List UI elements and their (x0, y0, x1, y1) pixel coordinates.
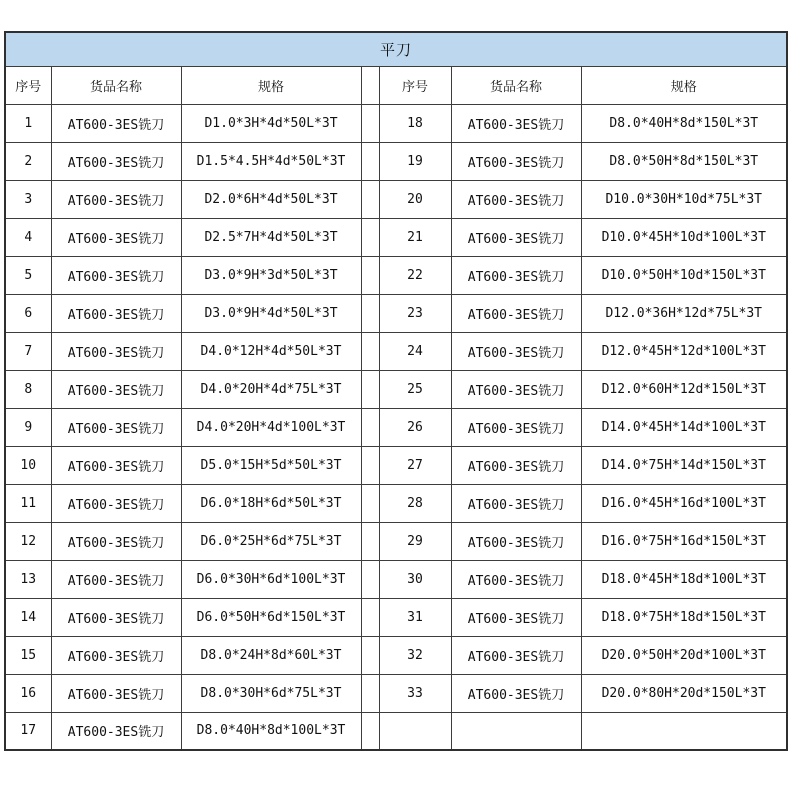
spec-left: D6.0*18H*6d*50L*3T (181, 484, 361, 522)
row-number-left: 1 (5, 104, 51, 142)
row-number-left: 13 (5, 560, 51, 598)
product-name-right: AT600-3ES铣刀 (451, 522, 581, 560)
table-row (5, 294, 787, 332)
product-name-left: AT600-3ES铣刀 (51, 712, 181, 750)
table-row (5, 446, 787, 484)
header-no-right: 序号 (379, 66, 451, 104)
row-number-right (379, 712, 451, 750)
spec-right: D12.0*45H*12d*100L*3T (581, 332, 787, 370)
product-name-left: AT600-3ES铣刀 (51, 256, 181, 294)
flat-end-mill-table (4, 31, 788, 751)
row-number-left: 2 (5, 142, 51, 180)
row-number-left: 10 (5, 446, 51, 484)
header-spec-left: 规格 (181, 66, 361, 104)
product-name-left: AT600-3ES铣刀 (51, 560, 181, 598)
spec-right: D18.0*75H*18d*150L*3T (581, 598, 787, 636)
gap-cell (361, 370, 379, 408)
product-name-right: AT600-3ES铣刀 (451, 484, 581, 522)
row-number-left: 3 (5, 180, 51, 218)
spec-right: D16.0*75H*16d*150L*3T (581, 522, 787, 560)
gap-cell (361, 712, 379, 750)
gap-cell (361, 104, 379, 142)
product-name-left: AT600-3ES铣刀 (51, 218, 181, 256)
gap-cell (361, 560, 379, 598)
row-number-left: 12 (5, 522, 51, 560)
product-name-right: AT600-3ES铣刀 (451, 446, 581, 484)
row-number-left: 14 (5, 598, 51, 636)
product-name-left: AT600-3ES铣刀 (51, 674, 181, 712)
product-name-left: AT600-3ES铣刀 (51, 446, 181, 484)
spec-left: D6.0*30H*6d*100L*3T (181, 560, 361, 598)
table-row (5, 332, 787, 370)
row-number-left: 11 (5, 484, 51, 522)
row-number-right: 31 (379, 598, 451, 636)
spec-left: D8.0*30H*6d*75L*3T (181, 674, 361, 712)
row-number-right: 29 (379, 522, 451, 560)
product-name-right: AT600-3ES铣刀 (451, 370, 581, 408)
product-name-right: AT600-3ES铣刀 (451, 560, 581, 598)
spec-right: D18.0*45H*18d*100L*3T (581, 560, 787, 598)
product-name-left: AT600-3ES铣刀 (51, 104, 181, 142)
spec-right: D10.0*45H*10d*100L*3T (581, 218, 787, 256)
product-name-left: AT600-3ES铣刀 (51, 636, 181, 674)
product-name-right: AT600-3ES铣刀 (451, 674, 581, 712)
row-number-right: 33 (379, 674, 451, 712)
row-number-left: 9 (5, 408, 51, 446)
table-row (5, 408, 787, 446)
table-row (5, 370, 787, 408)
spec-right: D14.0*45H*14d*100L*3T (581, 408, 787, 446)
table-row (5, 712, 787, 750)
spec-left: D1.0*3H*4d*50L*3T (181, 104, 361, 142)
spec-left: D4.0*20H*4d*100L*3T (181, 408, 361, 446)
row-number-left: 8 (5, 370, 51, 408)
table-row (5, 674, 787, 712)
gap-cell (361, 332, 379, 370)
row-number-right: 26 (379, 408, 451, 446)
spec-left: D8.0*40H*8d*100L*3T (181, 712, 361, 750)
table-row (5, 522, 787, 560)
table-row (5, 484, 787, 522)
spec-left: D4.0*12H*4d*50L*3T (181, 332, 361, 370)
table-row (5, 142, 787, 180)
header-name-left: 货品名称 (51, 66, 181, 104)
product-name-left: AT600-3ES铣刀 (51, 142, 181, 180)
product-name-right: AT600-3ES铣刀 (451, 408, 581, 446)
spec-left: D1.5*4.5H*4d*50L*3T (181, 142, 361, 180)
spec-right: D14.0*75H*14d*150L*3T (581, 446, 787, 484)
gap-cell (361, 180, 379, 218)
table-row (5, 598, 787, 636)
product-name-left: AT600-3ES铣刀 (51, 522, 181, 560)
row-number-left: 5 (5, 256, 51, 294)
row-number-right: 27 (379, 446, 451, 484)
table-row (5, 218, 787, 256)
product-name-right (451, 712, 581, 750)
table-title: 平刀 (5, 32, 787, 66)
product-name-right: AT600-3ES铣刀 (451, 142, 581, 180)
row-number-right: 21 (379, 218, 451, 256)
table-row (5, 560, 787, 598)
spec-left: D4.0*20H*4d*75L*3T (181, 370, 361, 408)
product-name-right: AT600-3ES铣刀 (451, 256, 581, 294)
row-number-right: 22 (379, 256, 451, 294)
product-name-left: AT600-3ES铣刀 (51, 408, 181, 446)
table-header-row (5, 66, 787, 104)
spec-left: D3.0*9H*3d*50L*3T (181, 256, 361, 294)
spec-right: D8.0*40H*8d*150L*3T (581, 104, 787, 142)
spec-left: D8.0*24H*8d*60L*3T (181, 636, 361, 674)
row-number-left: 7 (5, 332, 51, 370)
spec-right: D8.0*50H*8d*150L*3T (581, 142, 787, 180)
row-number-right: 32 (379, 636, 451, 674)
gap-cell (361, 522, 379, 560)
spec-right: D20.0*50H*20d*100L*3T (581, 636, 787, 674)
product-name-right: AT600-3ES铣刀 (451, 104, 581, 142)
row-number-left: 16 (5, 674, 51, 712)
product-name-left: AT600-3ES铣刀 (51, 294, 181, 332)
product-name-left: AT600-3ES铣刀 (51, 598, 181, 636)
spec-left: D2.0*6H*4d*50L*3T (181, 180, 361, 218)
gap-cell (361, 674, 379, 712)
row-number-left: 17 (5, 712, 51, 750)
product-name-left: AT600-3ES铣刀 (51, 332, 181, 370)
header-no-left: 序号 (5, 66, 51, 104)
spec-right: D10.0*50H*10d*150L*3T (581, 256, 787, 294)
gap-cell (361, 484, 379, 522)
spec-right (581, 712, 787, 750)
gap-cell (361, 294, 379, 332)
spec-right: D10.0*30H*10d*75L*3T (581, 180, 787, 218)
product-name-right: AT600-3ES铣刀 (451, 598, 581, 636)
row-number-left: 6 (5, 294, 51, 332)
product-name-right: AT600-3ES铣刀 (451, 294, 581, 332)
product-name-left: AT600-3ES铣刀 (51, 180, 181, 218)
header-gap-cell (361, 66, 379, 104)
product-name-right: AT600-3ES铣刀 (451, 332, 581, 370)
spec-left: D3.0*9H*4d*50L*3T (181, 294, 361, 332)
header-name-right: 货品名称 (451, 66, 581, 104)
gap-cell (361, 142, 379, 180)
spec-right: D12.0*36H*12d*75L*3T (581, 294, 787, 332)
table-body (5, 32, 787, 750)
gap-cell (361, 408, 379, 446)
row-number-right: 19 (379, 142, 451, 180)
row-number-right: 30 (379, 560, 451, 598)
gap-cell (361, 256, 379, 294)
gap-cell (361, 598, 379, 636)
table-row (5, 180, 787, 218)
row-number-right: 28 (379, 484, 451, 522)
spec-left: D6.0*50H*6d*150L*3T (181, 598, 361, 636)
row-number-right: 20 (379, 180, 451, 218)
header-spec-right: 规格 (581, 66, 787, 104)
spec-right: D16.0*45H*16d*100L*3T (581, 484, 787, 522)
spec-right: D12.0*60H*12d*150L*3T (581, 370, 787, 408)
product-name-right: AT600-3ES铣刀 (451, 180, 581, 218)
row-number-right: 24 (379, 332, 451, 370)
spec-left: D5.0*15H*5d*50L*3T (181, 446, 361, 484)
table-title-row (5, 32, 787, 66)
product-name-left: AT600-3ES铣刀 (51, 370, 181, 408)
table-row (5, 104, 787, 142)
gap-cell (361, 446, 379, 484)
product-name-right: AT600-3ES铣刀 (451, 636, 581, 674)
product-name-right: AT600-3ES铣刀 (451, 218, 581, 256)
spec-right: D20.0*80H*20d*150L*3T (581, 674, 787, 712)
row-number-right: 18 (379, 104, 451, 142)
table-row (5, 256, 787, 294)
spec-left: D2.5*7H*4d*50L*3T (181, 218, 361, 256)
row-number-right: 23 (379, 294, 451, 332)
row-number-left: 4 (5, 218, 51, 256)
table-row (5, 636, 787, 674)
gap-cell (361, 636, 379, 674)
gap-cell (361, 218, 379, 256)
product-name-left: AT600-3ES铣刀 (51, 484, 181, 522)
row-number-left: 15 (5, 636, 51, 674)
spec-left: D6.0*25H*6d*75L*3T (181, 522, 361, 560)
row-number-right: 25 (379, 370, 451, 408)
